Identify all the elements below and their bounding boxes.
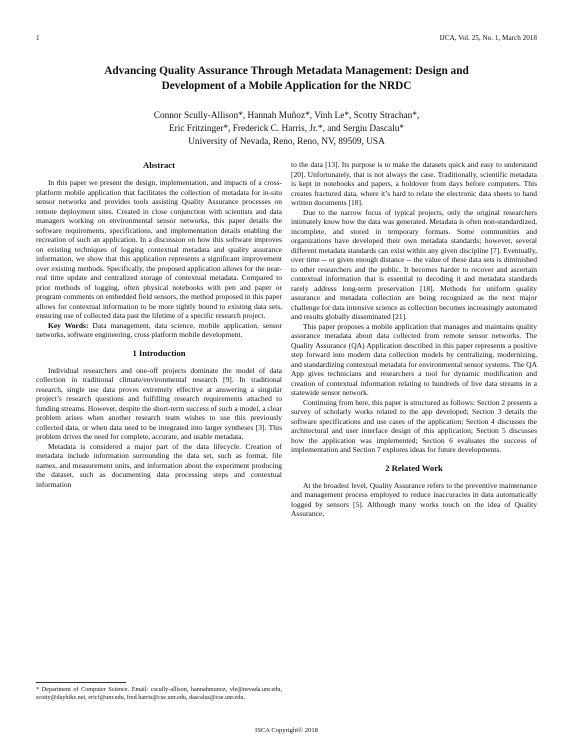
intro-paragraph-3: to the data [13]. Its purpose is to make the datasets quick and easy to understand [20]. Unfortunately, that is not always the case. Traditionally, scientific metadata is kept in notebooks and papers, a holdover from days before computers. This creates fractured data, where it’s hard to relate the electronic data sheets to hand written documents [18]. [291,160,537,207]
intro-paragraph-2: Metadata is considered a major part of the data lifecycle. Creation of metadata include information surrounding the data set, such as format, file names, and measurement units, and information about the experiment producing the dataset, such as documenting data processing steps and contextual information [36,441,282,489]
running-header [36,34,537,44]
journal-citation: IJCA, Vol. 25, No. 1, March 2018 [439,34,537,42]
author-block [60,110,513,149]
intro-paragraph-1: Individual researchers and one-off projects dominate the model of data collection in traditional climate/environmental research [9]. In traditional research, single use data proves extremely effective at answering a singular project’s research questions and fulfilling research requirements attached to funding streams. However, despite the short-term success of such a model, a clear problem arises when another research team wishes to use this previously collected data, or when data need to be integrated into larger syntheses [3]. This problem drives the need for complete, accurate, and usable metadata. [36,365,282,441]
author-line-2: Eric Fritzinger*, Frederick C. Harris, Jr.*, and Sergiu Dascalu* [168,124,405,134]
author-footnote: * Department of Computer Science. Email: cscully-allison, hannahmunoz, vle@nevada.unr.edu, scotty@dayhike.net, ericf@unr.edu, fred.harris@cse.unr.edu, dascalus@cse.unr.edu. [36,686,282,701]
page-footer: ISCA Copyright© 2018 [255,727,318,734]
abstract-body: In this paper we present the design, implementation, and impacts of a cross-platform mobile application that facilitates the collection of metadata for in-situ sensor networks and provides tools assisting Quality Assurance processes on remote deployment sites. Created in close conjunction with scientists and data managers working on environmental sensor networks, this paper details the software requirements, specifications, and implementation details enabling the recreation of such an application. In a discussion on how this software improves on existing techniques of logging contextual metadata and quality assurance information, we show that this application represents a significant improvement over existing methods. Specifically, the proposed application allows for the near-real time update and centralized storage of contextual metadata. Compared to prior methods of logging, often physical notebooks with pen and paper or program comments on embedded field sensors, the method proposed in this paper allows for contextual information to be more tightly bound to existing data sets, ensuring use of collected data past the lifetime of a specific research project. [36,178,282,320]
affiliation: University of Nevada, Reno, Reno, NV, 89509, USA [188,137,385,147]
title-line-1: Advancing Quality Assurance Through Metadata Management: Design and [104,65,469,77]
keywords-label: Key Words: [48,320,89,330]
title-line-2: Development of a Mobile Application for the NRDC [161,80,412,92]
related-work-paragraph-1: At the broadest level, Quality Assurance refers to the preventive maintenance and management process employed to reduce inaccuracies in data automatically logged by sensors [5]. Although many works touch on the idea of Quality Assurance, [291,480,537,518]
keywords-text: Data management, data science, mobile application, sensor networks, software engineering, cross platform mobile development. [36,320,282,339]
author-line-1: Connor Scully-Allison*, Hannah Muñoz*, Vinh Le*, Scotty Strachan*, [153,111,420,121]
intro-paragraph-4: Due to the narrow focus of typical projects, only the original researchers intimately know how the data was generated. Metadata is often non-standardized, incomplete, and stored in temporary formats. Some communities and organizations have developed their own metadata standards; however, several different metadata standards can exist within any given discipline [7]. Eventually, over time -- or given enough distance -- the value of these data sets is diminished to other researchers and the public. It becomes harder to recover and ascertain contextual information that is essential to decoding it and metadata standards rarely address long-term preservation [18]. Methods for uniform quality assurance and metadata collection are being recognized as the next major challenge for data intensive science as collection becomes increasingly automated and results globally disseminated [21]. [291,207,537,321]
keywords [36,321,282,340]
introduction-heading: 1 Introduction [132,347,186,358]
intro-paragraph-5: This paper proposes a mobile application that manages and maintains quality assurance metadata about data collected from remote sensor networks. The Quality Assurance (QA) Application described in this paper represents a positive step forward into modern data collection models by centralizing, modernizing, and standardizing contextual metadata for environmental sensor systems. The QA App gives technicians and researchers a tool for dynamic modification and creation of contextual information relating to hundreds of live data streams in a statewide sensor network. [291,321,537,397]
paper-title [50,64,523,94]
related-work-heading: 2 Related Work [385,462,443,473]
intro-paragraph-6: Continuing from here, this paper is structured as follows: Section 2 presents a survey of scholarly works related to the app developed; Section 3 details the software specifications and use cases of the application; Section 4 discusses the architectural and user interface design of this application; Section 5 discusses how the application was implemented; Section 6 evaluates the success of implementation and Section 7 explores ideas for future developments. [291,397,537,454]
right-column [291,160,537,519]
page-number: 1 [36,34,40,42]
left-column [36,160,282,489]
footnote-rule [36,682,126,683]
abstract-heading: Abstract [143,160,175,170]
